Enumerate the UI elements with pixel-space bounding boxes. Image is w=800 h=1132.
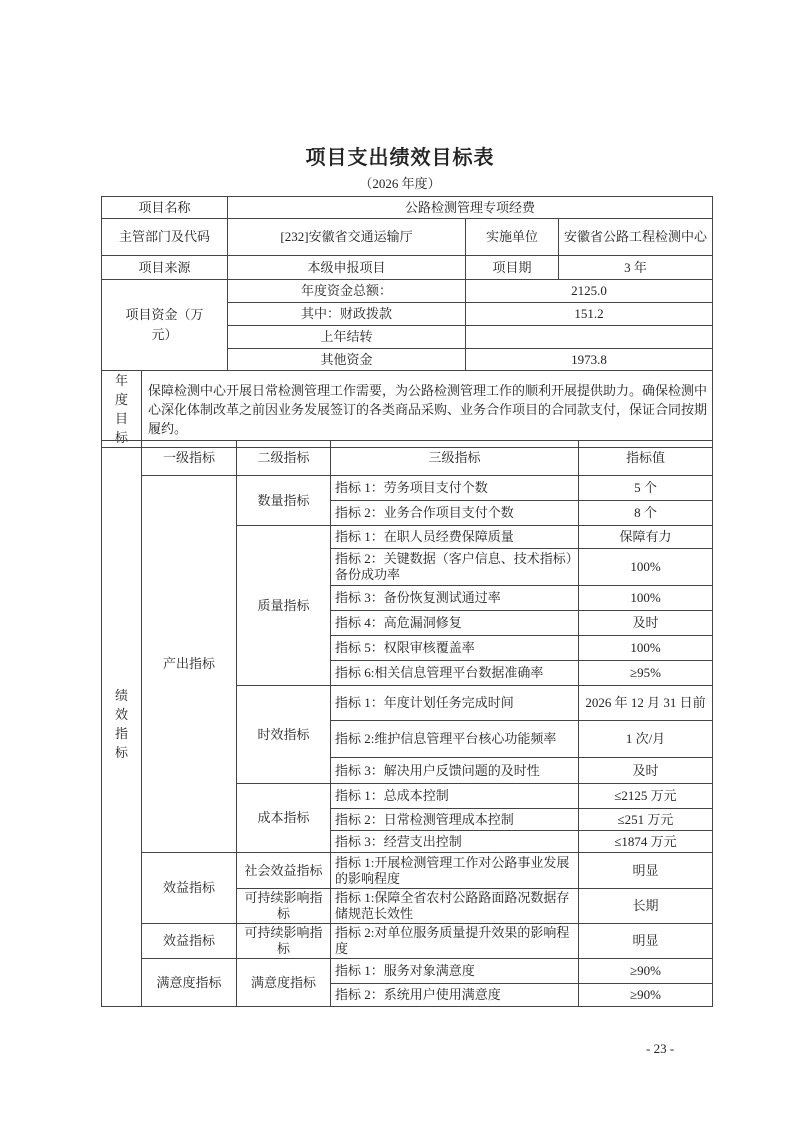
indicator-value: 1 次/月: [579, 721, 713, 758]
indicator-name: 指标 1：劳务项目支付个数: [331, 476, 579, 501]
indicator-value: ≥90%: [579, 984, 713, 1007]
indicator-name: 指标 1：年度计划任务完成时间: [331, 686, 579, 721]
indicator-value: ≤251 万元: [579, 809, 713, 831]
indicator-name: 指标 6:相关信息管理平台数据准确率: [331, 661, 579, 686]
indicator-name: 指标 2:维护信息管理平台核心功能频率: [331, 721, 579, 758]
source-value: 本级申报项目: [228, 256, 466, 280]
indicator-value: 及时: [579, 758, 713, 784]
indicator-value: 100%: [579, 636, 713, 661]
annual-goal-table: [101, 370, 713, 448]
header-level3: 三级指标: [331, 441, 579, 476]
dept-label: 主管部门及代码: [102, 219, 228, 256]
indicator-name: 指标 2：关键数据（客户信息、技术指标）备份成功率: [331, 549, 579, 586]
indicator-value: ≤1874 万元: [579, 831, 713, 853]
indicator-value: 8 个: [579, 501, 713, 526]
indicator-name: 指标 1:开展检测管理工作对公路事业发展的影响程度: [331, 853, 579, 889]
indicator-value: 2026 年 12 月 31 日前: [579, 686, 713, 721]
indicator-name: 指标 1：服务对象满意度: [331, 959, 579, 984]
page-title: 项目支出绩效目标表: [305, 147, 495, 169]
level2-cell: 可持续影响指标: [237, 924, 331, 959]
level2-cell: 可持续影响指标: [237, 889, 331, 924]
unit-label: 实施单位: [466, 219, 559, 256]
indicator-value: 5 个: [579, 476, 713, 501]
goal-label-text: 年度目标: [114, 373, 128, 445]
fund-row-label: 其中：财政拨款: [228, 303, 466, 326]
period-value: 3 年: [559, 256, 713, 280]
indicators-table: [101, 440, 713, 1007]
header-level2: 二级指标: [237, 441, 331, 476]
indicators-section-label: [102, 441, 142, 1007]
indicator-name: 指标 2：系统用户使用满意度: [331, 984, 579, 1007]
indicator-name: 指标 1:保障全省农村公路路面路况数据存储规范长效性: [331, 889, 579, 924]
fund-row-value: 151.2: [466, 303, 713, 326]
goal-text: 保障检测中心开展日常检测管理工作需要，为公路检测管理工作的顺利开展提供助力。确保检测中心深化体制改革之前因业务发展签订的各类商品采购、业务合作项目的合同款支付，保证合同按期履约。: [142, 371, 713, 448]
indicator-value: ≥95%: [579, 661, 713, 686]
level2-cell: 满意度指标: [237, 959, 331, 1007]
indicator-name: 指标 1：总成本控制: [331, 784, 579, 809]
indicator-name: 指标 2：业务合作项目支付个数: [331, 501, 579, 526]
page-number: - 23 -: [646, 1041, 675, 1056]
indicator-value: 明显: [579, 924, 713, 959]
header-value: 指标值: [579, 441, 713, 476]
level2-cell: 数量指标: [237, 476, 331, 526]
indicator-value: 保障有力: [579, 526, 713, 549]
name-value: 公路检测管理专项经费: [228, 197, 713, 219]
level1-cell: 产出指标: [142, 476, 237, 853]
indicator-name: 指标 3：解决用户反馈问题的及时性: [331, 758, 579, 784]
period-label: 项目期: [466, 256, 559, 280]
level2-cell: 质量指标: [237, 526, 331, 686]
indicator-name: 指标 4：高危漏洞修复: [331, 611, 579, 636]
fund-row-value: 1973.8: [466, 349, 713, 371]
dept-value: [232]安徽省交通运输厅: [228, 219, 466, 256]
level2-cell: 成本指标: [237, 784, 331, 853]
fund-row-label: 上年结转: [228, 326, 466, 349]
indicator-name: 指标 3：备份恢复测试通过率: [331, 586, 579, 611]
funds-label: [102, 280, 228, 371]
funds-label-text: 项目资金（万元）: [125, 307, 204, 342]
indicator-name: 指标 1：在职人员经费保障质量: [331, 526, 579, 549]
indicator-value: ≥90%: [579, 959, 713, 984]
indicator-value: 长期: [579, 889, 713, 924]
unit-value: 安徽省公路工程检测中心: [559, 219, 713, 256]
indicator-name: 指标 5：权限审核覆盖率: [331, 636, 579, 661]
indicator-value: 100%: [579, 549, 713, 586]
fund-row-value: [466, 326, 713, 349]
level2-cell: 时效指标: [237, 686, 331, 784]
source-label: 项目来源: [102, 256, 228, 280]
indicator-name: 指标 3：经营支出控制: [331, 831, 579, 853]
level1-cell: 满意度指标: [142, 959, 237, 1007]
goal-label: [102, 371, 142, 448]
fund-row-value: 2125.0: [466, 280, 713, 303]
indicator-name: 指标 2：日常检测管理成本控制: [331, 809, 579, 831]
indicator-value: 及时: [579, 611, 713, 636]
indicators-section-label-text: 绩效指标: [114, 687, 128, 760]
fund-row-label: 其他资金: [228, 349, 466, 371]
fund-row-label: 年度资金总额：: [228, 280, 466, 303]
level1-cell: 效益指标: [142, 853, 237, 924]
level1-cell: 效益指标: [142, 924, 237, 959]
level2-cell: 社会效益指标: [237, 853, 331, 889]
indicator-name: 指标 2:对单位服务质量提升效果的影响程度: [331, 924, 579, 959]
indicator-value: 100%: [579, 586, 713, 611]
header-level1: 一级指标: [142, 441, 237, 476]
name-label: 项目名称: [102, 197, 228, 219]
basic-info-table: [101, 196, 713, 371]
indicator-value: 明显: [579, 853, 713, 889]
indicator-value: ≤2125 万元: [579, 784, 713, 809]
page-subtitle: （2026 年度）: [359, 176, 441, 191]
